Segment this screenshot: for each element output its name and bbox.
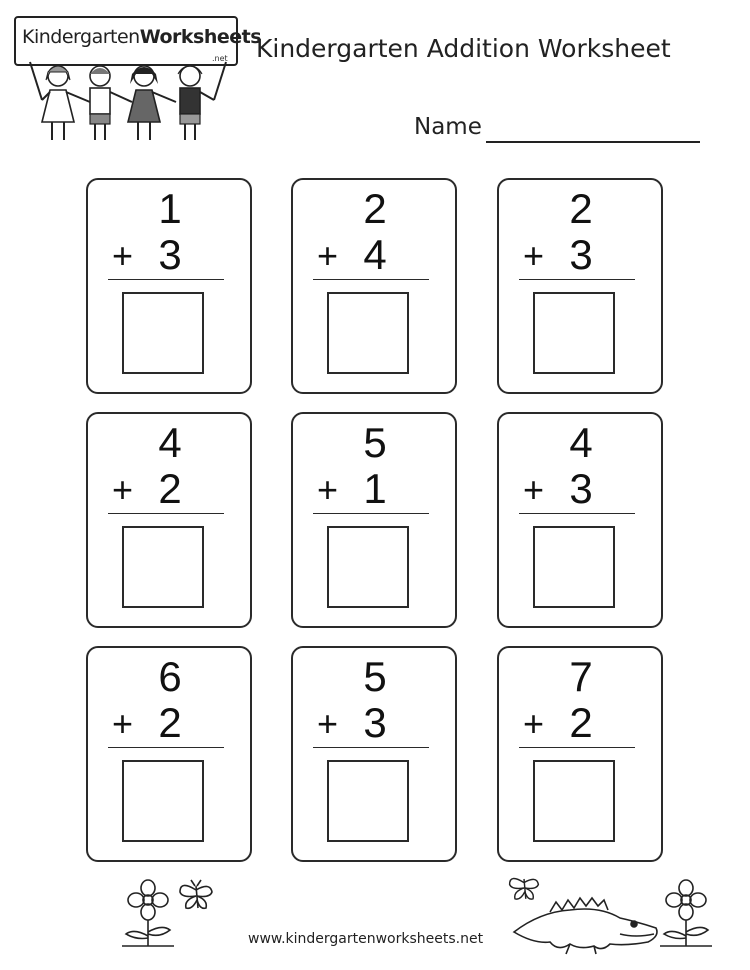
answer-box[interactable] xyxy=(533,526,615,608)
answer-box[interactable] xyxy=(122,526,204,608)
addend-top: 2 xyxy=(363,185,387,232)
sum-line xyxy=(108,279,224,280)
name-label: Name xyxy=(414,114,482,140)
logo-tld: .net xyxy=(212,54,228,63)
flower-icon xyxy=(116,876,180,950)
answer-box[interactable] xyxy=(533,292,615,374)
plus-sign: + xyxy=(317,235,339,276)
addend-bottom: 3 xyxy=(569,231,593,278)
answer-box[interactable] xyxy=(533,760,615,842)
addend-top: 1 xyxy=(158,185,182,232)
plus-sign: + xyxy=(523,235,545,276)
addend-top: 4 xyxy=(569,419,593,466)
site-logo xyxy=(22,26,261,48)
sum-line xyxy=(519,747,635,748)
addend-top: 5 xyxy=(363,419,387,466)
logo-text-part2: Worksheets xyxy=(139,26,262,48)
problem-card xyxy=(86,412,252,628)
problem-card xyxy=(86,178,252,394)
problem-card xyxy=(291,178,457,394)
sum-line xyxy=(313,279,429,280)
kids-holding-hands-illustration xyxy=(28,60,228,150)
addend-bottom: 3 xyxy=(158,231,182,278)
addend-bottom: 1 xyxy=(363,465,387,512)
page-title: Kindergarten Addition Worksheet xyxy=(256,34,671,63)
answer-box[interactable] xyxy=(122,292,204,374)
plus-sign: + xyxy=(523,469,545,510)
sum-line xyxy=(519,513,635,514)
problem-card xyxy=(497,412,663,628)
logo-text-part1: Kindergarten xyxy=(22,26,140,48)
footer-url: www.kindergartenworksheets.net xyxy=(248,931,484,947)
addend-top: 5 xyxy=(363,653,387,700)
butterfly-icon xyxy=(176,878,216,914)
plus-sign: + xyxy=(112,235,134,276)
addend-bottom: 3 xyxy=(363,699,387,746)
problem-card xyxy=(497,646,663,862)
addend-bottom: 2 xyxy=(158,465,182,512)
addend-top: 7 xyxy=(569,653,593,700)
sum-line xyxy=(313,513,429,514)
problem-card xyxy=(497,178,663,394)
plus-sign: + xyxy=(112,469,134,510)
addend-top: 2 xyxy=(569,185,593,232)
addend-bottom: 2 xyxy=(158,699,182,746)
answer-box[interactable] xyxy=(327,526,409,608)
sum-line xyxy=(519,279,635,280)
answer-box[interactable] xyxy=(327,292,409,374)
problem-card xyxy=(291,646,457,862)
addend-bottom: 3 xyxy=(569,465,593,512)
addend-top: 6 xyxy=(158,653,182,700)
problem-card xyxy=(86,646,252,862)
sum-line xyxy=(108,513,224,514)
answer-box[interactable] xyxy=(327,760,409,842)
addend-bottom: 4 xyxy=(363,231,387,278)
addend-bottom: 2 xyxy=(569,699,593,746)
sum-line xyxy=(313,747,429,748)
plus-sign: + xyxy=(317,469,339,510)
addend-top: 4 xyxy=(158,419,182,466)
problem-card xyxy=(291,412,457,628)
alligator-illustration xyxy=(510,872,660,956)
name-input-line[interactable] xyxy=(486,141,700,143)
plus-sign: + xyxy=(523,703,545,744)
plus-sign: + xyxy=(112,703,134,744)
sum-line xyxy=(108,747,224,748)
flower-icon xyxy=(654,876,718,950)
answer-box[interactable] xyxy=(122,760,204,842)
plus-sign: + xyxy=(317,703,339,744)
